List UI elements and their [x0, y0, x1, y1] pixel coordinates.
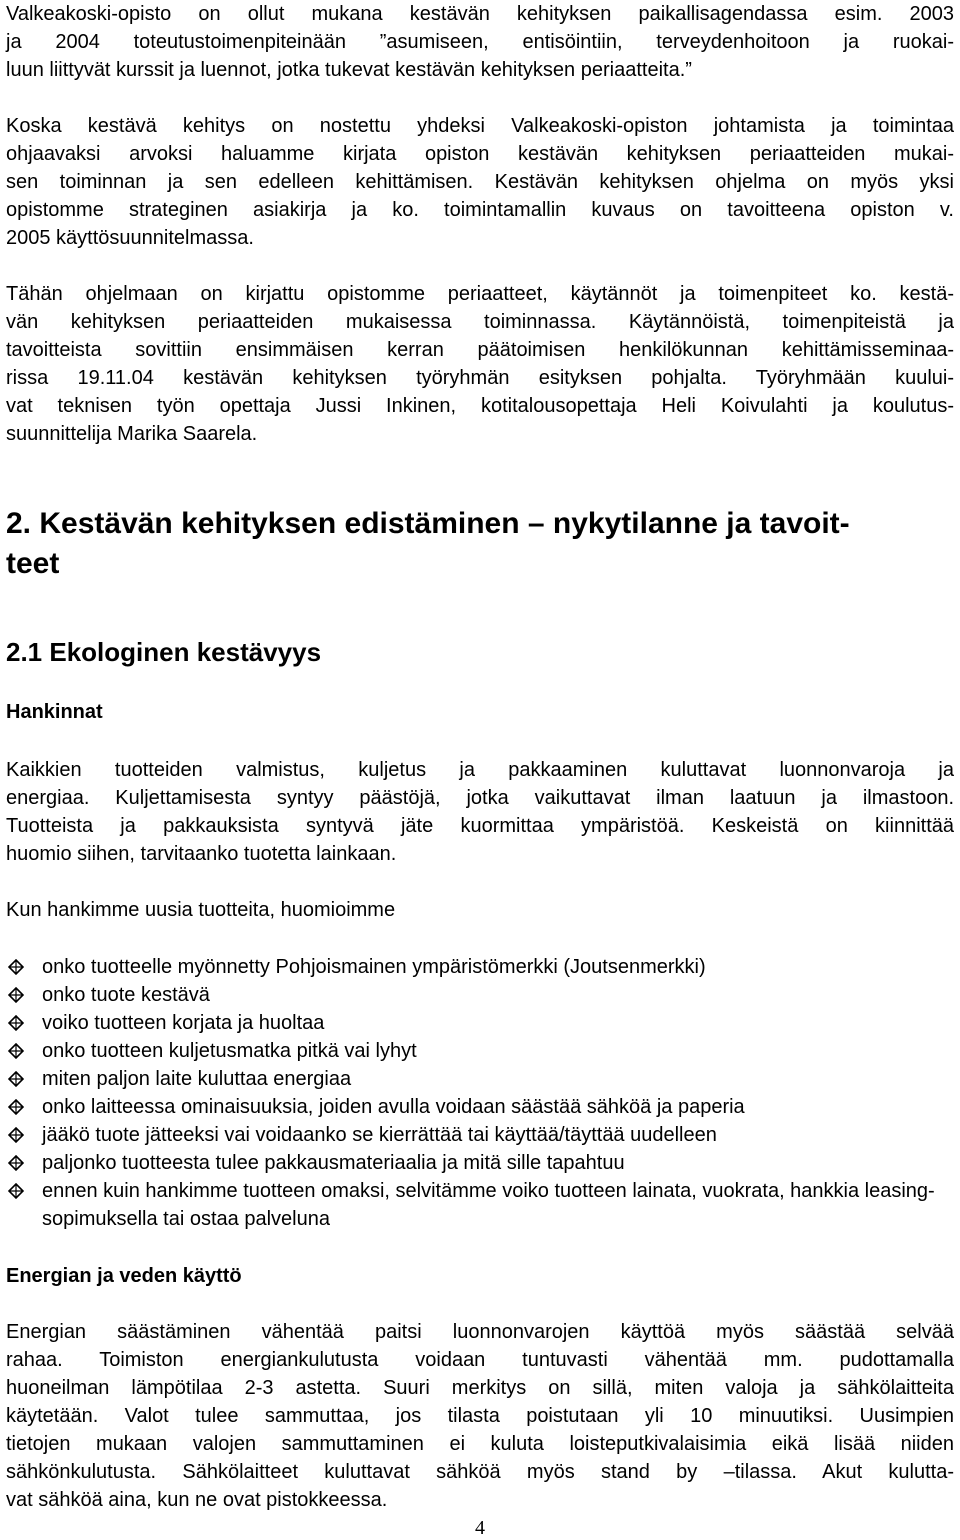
- text-line: 2005 käyttösuunnitelmassa.: [6, 227, 254, 249]
- diamond-bullet-icon: [8, 1099, 24, 1115]
- text-line: opistomme strateginen asiakirja ja ko. toimintamallin kuvaus on tavoitteena opiston v.: [6, 199, 954, 221]
- list-item: [6, 1093, 954, 1121]
- checklist: [6, 953, 954, 1233]
- text-line: Kun hankimme uusia tuotteita, huomioimme: [6, 899, 396, 921]
- paragraph-list-intro: [6, 896, 954, 924]
- list-item-text: miten paljon laite kuluttaa energiaa: [42, 1068, 352, 1090]
- list-item-text: paljonko tuotteesta tulee pakkausmateriaalia ja mitä sille tapahtuu: [42, 1152, 625, 1174]
- text-line: Kaikkien tuotteiden valmistus, kuljetus ja pakkaaminen kuluttavat luonnonvaroja ja: [6, 759, 954, 781]
- list-item: [6, 953, 954, 981]
- text-line: sen toiminnan ja sen edelleen kehittämisen. Kestävän kehityksen ohjelma on myös yksi: [6, 171, 954, 193]
- list-item: [6, 1009, 954, 1037]
- text-line: huoneilman lämpötilaa 2-3 astetta. Suuri merkitys on sillä, miten valoja ja sähkölaitteita: [6, 1377, 954, 1399]
- list-item-text: jääkö tuote jätteeksi vai voidaanko se kierrättää tai käyttää/täyttää uudelleen: [42, 1124, 717, 1146]
- text-line: suunnittelija Marika Saarela.: [6, 423, 258, 445]
- diamond-bullet-icon: [8, 987, 24, 1003]
- text-line: käytetään. Valot tulee sammuttaa, jos tilasta poistutaan yli 10 minuutiksi. Uusimpien: [6, 1405, 954, 1427]
- text-line: energiaa. Kuljettamisesta syntyy päästöjä, jotka vaikuttavat ilman laatuun ja ilmastoon.: [6, 787, 954, 809]
- diamond-bullet-icon: [8, 1043, 24, 1059]
- text-line: Tähän ohjelmaan on kirjattu opistomme periaatteet, käytännöt ja toimenpiteet ko. kestä-: [6, 283, 954, 305]
- text-line: Koska kestävä kehitys on nostettu yhdeksi Valkeakoski-opiston johtamista ja toimintaa: [6, 115, 954, 137]
- diamond-bullet-icon: [8, 959, 24, 975]
- section-heading: [6, 504, 954, 584]
- list-item: [6, 1065, 954, 1093]
- text-line: ja 2004 toteutustoimenpiteinään ”asumiseen, entisöintiin, terveydenhoitoon ja ruokai-: [6, 31, 954, 53]
- list-item: [6, 1037, 954, 1065]
- diamond-bullet-icon: [8, 1155, 24, 1171]
- text-line: huomio siihen, tarvitaanko tuotetta lainkaan.: [6, 843, 397, 865]
- paragraph-program: [6, 280, 954, 448]
- text-line: vän kehityksen periaatteiden mukaisessa toiminnassa. Käytännöistä, toimenpiteistä ja: [6, 311, 954, 333]
- list-item-text: voiko tuotteen korjata ja huoltaa: [42, 1012, 325, 1034]
- list-item: [6, 981, 954, 1009]
- text-line: vat sähköä aina, kun ne ovat pistokkeessa.: [6, 1489, 388, 1511]
- list-item-text: onko tuote kestävä: [42, 984, 210, 1006]
- subsection-heading: 2.1 Ekologinen kestävyys: [6, 637, 322, 667]
- section-heading-line: 2. Kestävän kehityksen edistäminen – nykytilanne ja tavoit-: [6, 507, 850, 540]
- paragraph-energy: [6, 1318, 954, 1514]
- list-item: [6, 1149, 954, 1177]
- heading-hankinnat: Hankinnat: [6, 701, 103, 723]
- list-item-text: onko laitteessa ominaisuuksia, joiden avulla voidaan säästää sähköä ja paperia: [42, 1096, 745, 1118]
- text-line: sähkönkulutusta. Sähkölaitteet kuluttavat sähköä myös stand by –tilassa. Akut kulutta-: [6, 1461, 954, 1483]
- text-line: Valkeakoski-opisto on ollut mukana kestävän kehityksen paikallisagendassa esim. 2003: [6, 3, 954, 25]
- diamond-bullet-icon: [8, 1071, 24, 1087]
- paragraph-goals: [6, 112, 954, 252]
- diamond-bullet-icon: [8, 1127, 24, 1143]
- list-item-text: ennen kuin hankimme tuotteen omaksi, selvitämme voiko tuotteen lainata, vuokrata, hankkia leasing-sopimuksella tai ostaa palveluna: [42, 1180, 935, 1230]
- text-line: vat teknisen työn opettaja Jussi Inkinen, kotitalousopettaja Heli Koivulahti ja koulutus-: [6, 395, 954, 417]
- text-line: Tuotteista ja pakkauksista syntyvä jäte kuormittaa ympäristöä. Keskeistä on kiinnittää: [6, 815, 954, 837]
- list-item-text: onko tuotteen kuljetusmatka pitkä vai lyhyt: [42, 1040, 417, 1062]
- list-item-text: onko tuotteelle myönnetty Pohjoismainen ympäristömerkki (Joutsenmerkki): [42, 956, 706, 978]
- heading-energia: Energian ja veden käyttö: [6, 1265, 242, 1287]
- text-line: ohjaavaksi arvoksi haluamme kirjata opiston kestävän kehityksen periaatteiden mukai-: [6, 143, 954, 165]
- paragraph-procurement: [6, 756, 954, 868]
- text-line: tietojen mukaan valojen sammuttaminen ei kuluta loisteputkivalaisimia eikä lisää niiden: [6, 1433, 954, 1455]
- text-line: rissa 19.11.04 kestävän kehityksen työryhmän esityksen pohjalta. Työryhmään kuului-: [6, 367, 954, 389]
- page-number: 4: [475, 1517, 485, 1539]
- diamond-bullet-icon: [8, 1015, 24, 1031]
- text-line: Energian säästäminen vähentää paitsi luonnonvarojen käyttöä myös säästää selvää: [6, 1321, 954, 1343]
- list-item: [6, 1121, 954, 1149]
- diamond-bullet-icon: [8, 1183, 24, 1199]
- list-item: [6, 1177, 954, 1233]
- text-line: rahaa. Toimiston energiankulutusta voidaan tuntuvasti vähentää mm. pudottamalla: [6, 1349, 954, 1371]
- text-line: luun liittyvät kurssit ja luennot, jotka tukevat kestävän kehityksen periaatteita.”: [6, 59, 692, 81]
- text-line: tavoitteista sovittiin ensimmäisen kerran päätoimisen henkilökunnan kehittämisseminaa-: [6, 339, 954, 361]
- section-heading-line: teet: [6, 547, 60, 580]
- paragraph-intro: [6, 0, 954, 84]
